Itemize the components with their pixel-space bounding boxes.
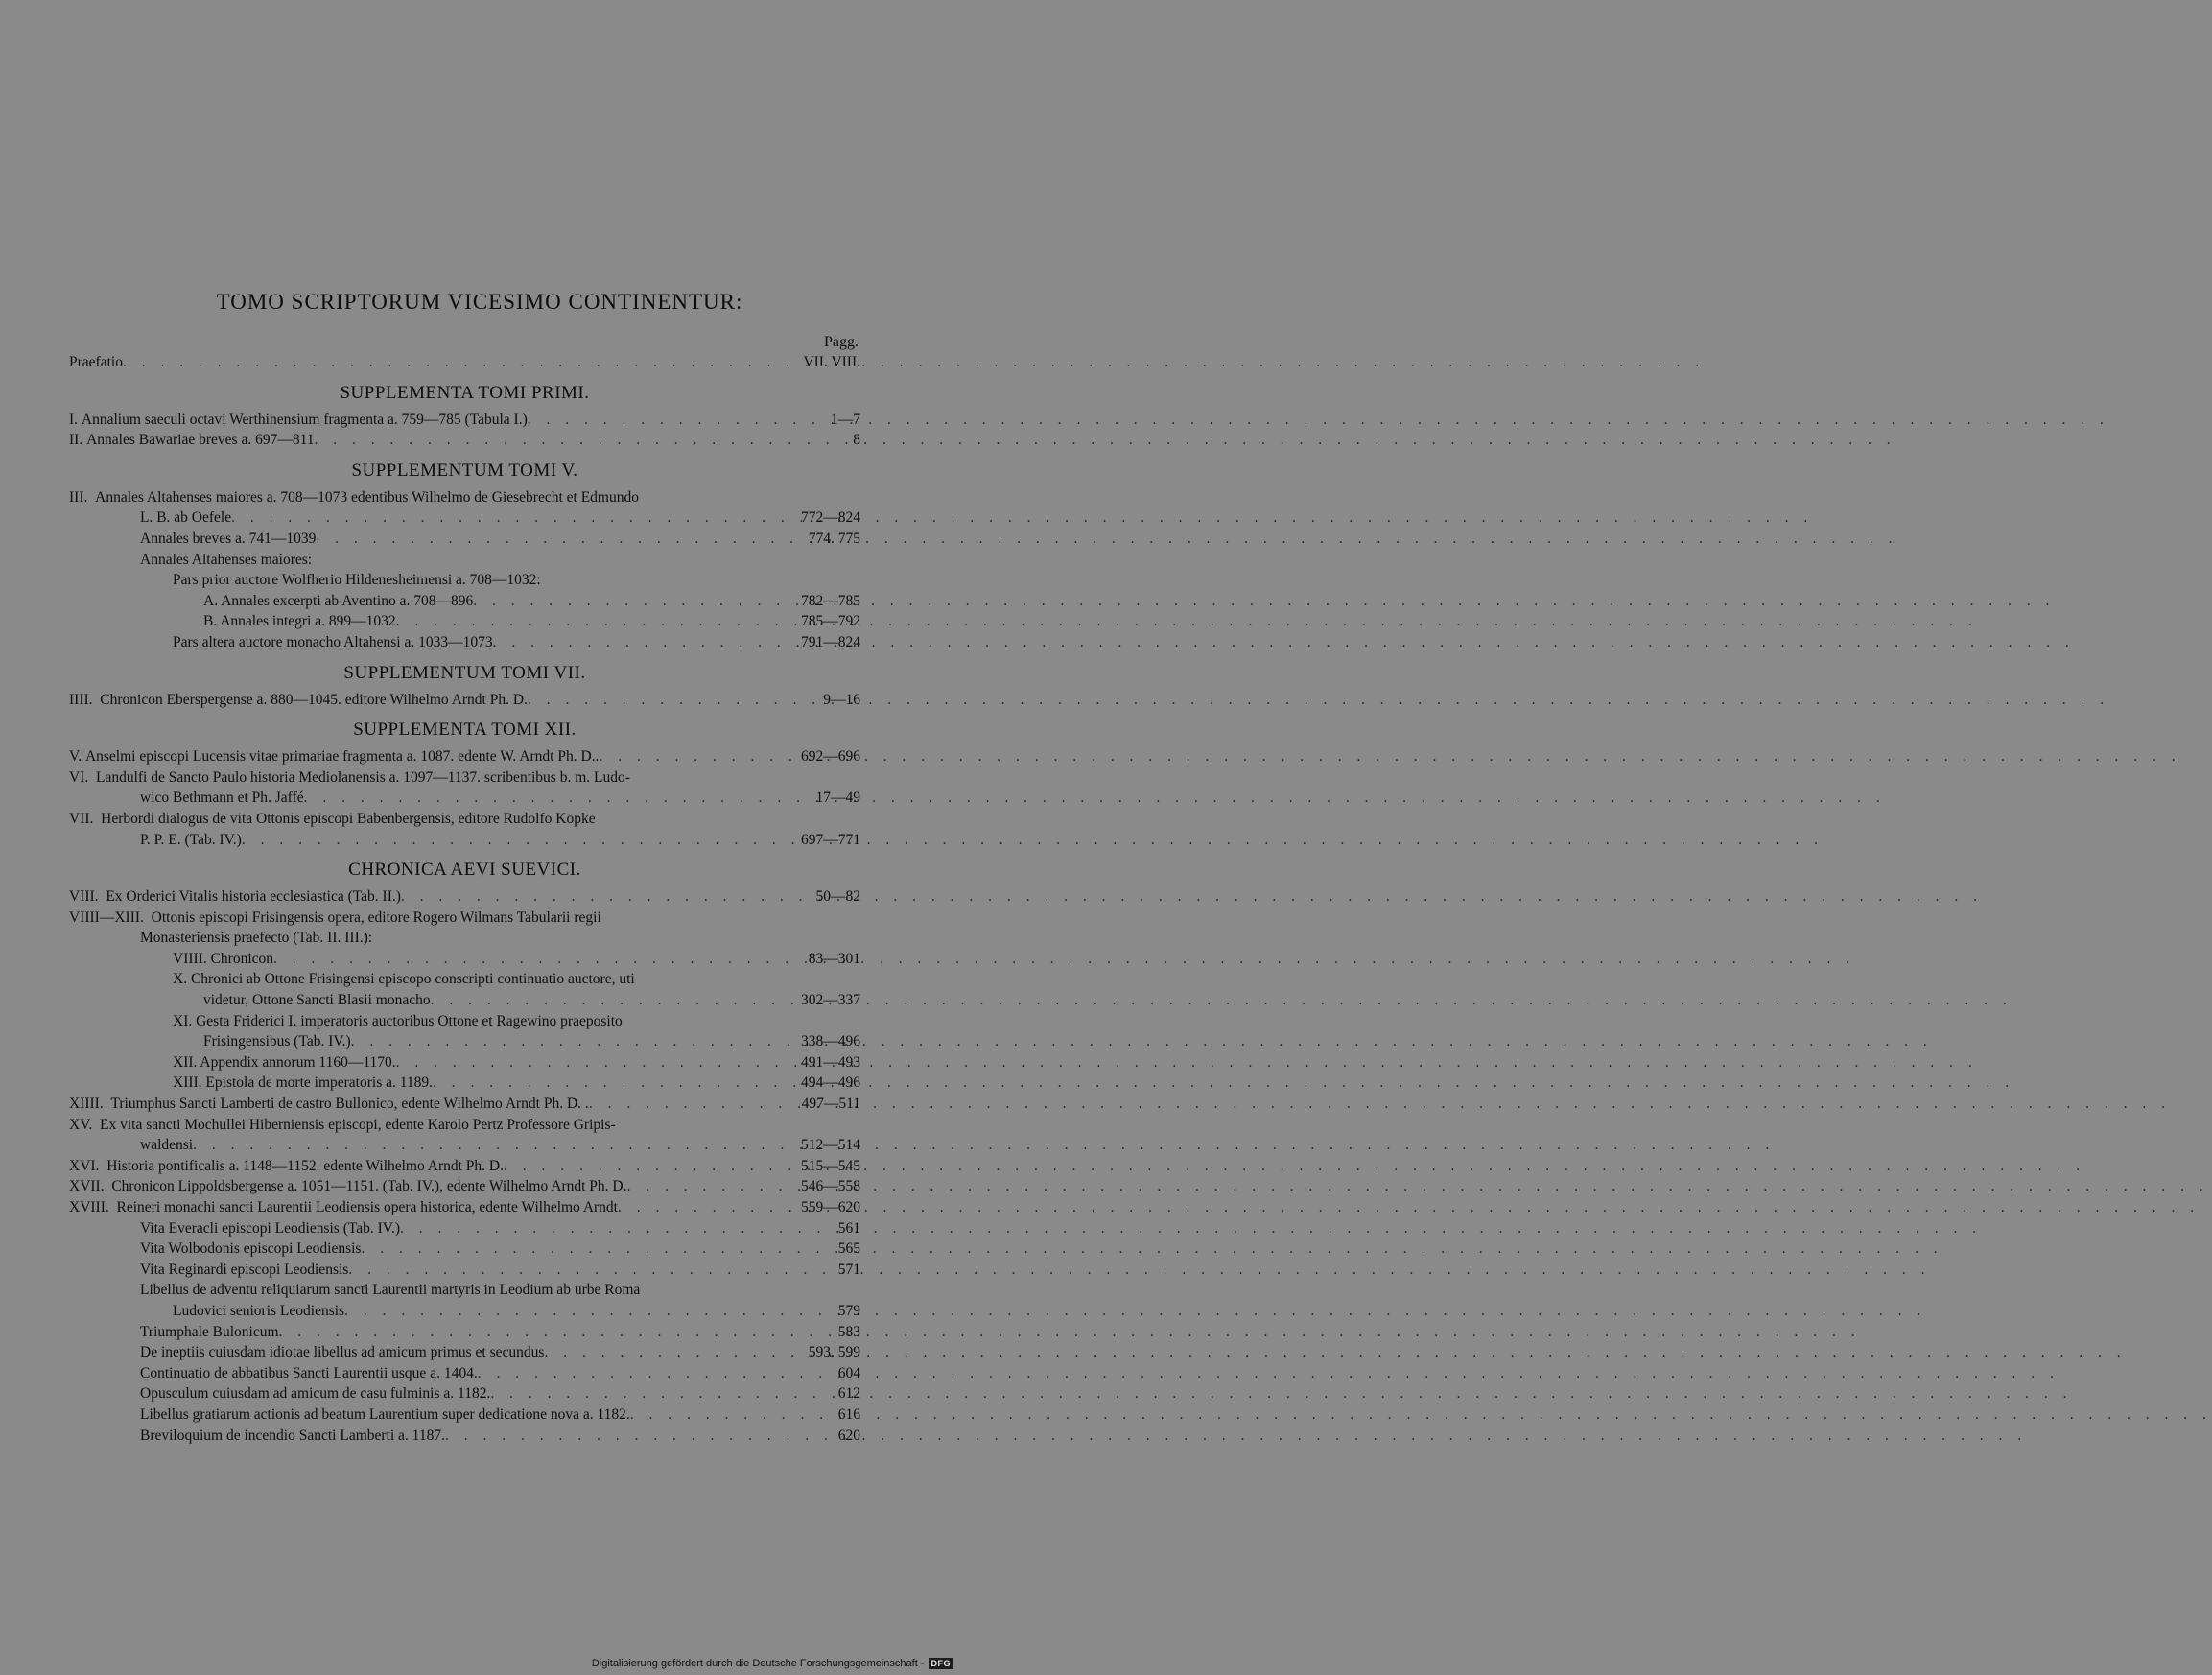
entry-text: Vita Wolbodonis episcopi Leodiensis (140, 1240, 362, 1258)
dot-leader (630, 1404, 778, 1426)
toc-subentry (69, 949, 860, 970)
dot-leader (490, 1383, 778, 1404)
entry-text: Ludovici senioris Leodiensis (173, 1302, 345, 1319)
scanned-page (0, 0, 959, 1675)
dot-leader (273, 949, 778, 970)
toc-entry (69, 487, 860, 508)
toc-subentry (69, 1052, 860, 1073)
entry-pages: 491—493 (801, 1053, 860, 1071)
toc-subentry (69, 1011, 860, 1032)
toc-subentry (69, 570, 860, 591)
entry-number: V. (69, 748, 82, 766)
toc-entry (69, 1176, 860, 1197)
dot-leader (528, 410, 778, 431)
dot-leader (348, 1260, 778, 1281)
entry-pages: 302—337 (801, 992, 860, 1009)
dot-leader (231, 507, 778, 529)
section-heading: SUPPLEMENTA TOMI PRIMI. (340, 382, 590, 403)
toc-subentry (69, 529, 860, 550)
dot-leader (626, 1176, 778, 1197)
toc-entry (69, 1115, 860, 1136)
toc-entry (69, 1094, 860, 1115)
entry-number: VII. (69, 810, 94, 827)
entry-text: Pars prior auctore Wolfherio Hildenesheimensi a. 708—1032: (173, 572, 541, 589)
entry-text: Historia pontificalis a. 1148—1152. edente Wilhelmo Arndt Ph. D. (106, 1157, 504, 1174)
dot-leader (618, 1197, 778, 1218)
entry-text: Anselmi episcopi Lucensis vitae primariae fragmenta a. 1087. edente W. Arndt Ph. D.. (84, 748, 600, 766)
credit-text: Digitalisierung gefördert durch die Deutsche Forschungsgemeinschaft - (591, 1658, 925, 1669)
toc-entry (69, 410, 860, 431)
entry-text: Reineri monachi sancti Laurentii Leodiensis opera historica, edente Wilhelmo Arndt (116, 1199, 618, 1215)
toc-subentry (69, 591, 860, 612)
entry-pages: 8 (853, 432, 860, 449)
dot-leader (431, 990, 778, 1011)
dot-leader (396, 611, 778, 632)
entry-number: II. (69, 432, 83, 449)
entry-text: Annales Altahenses maiores a. 708—1073 edentibus Wilhelmo de Giesebrecht et Edmundo (95, 488, 639, 506)
entry-pages: VII. VIII. (803, 354, 860, 370)
entry-pages: 559—620 (801, 1199, 860, 1215)
entry-pages: 791—824 (801, 633, 860, 650)
entry-text: Ex Orderici Vitalis historia ecclesiastica (Tab. II.) (106, 888, 401, 906)
entry-text: Herbordi dialogus de vita Ottonis episcopi Babenbergensis, editore Rudolfo Köpke (101, 810, 596, 827)
entry-number: VIII. (69, 888, 99, 906)
entry-text: P. P. E. (Tab. IV.) (140, 831, 242, 848)
toc-entry (69, 908, 860, 929)
entry-number: XV. (69, 1116, 93, 1133)
toc-subentry (69, 1260, 860, 1281)
entry-number: XVI. (69, 1157, 100, 1174)
entry-pages: 772—824 (801, 509, 860, 527)
section-heading: CHRONICA AEVI SUEVICI. (348, 860, 581, 881)
toc-subentry (69, 1218, 860, 1239)
entry-pages: 497—511 (801, 1096, 860, 1113)
entry-text: Annales breves a. 741—1039 (140, 530, 317, 547)
entry-text: Ottonis episcopi Frisingensis opera, editore Rogero Wilmans Tabularii regii (151, 908, 601, 926)
entry-text: Triumphale Bulonicum (140, 1323, 279, 1340)
entry-text: VIIII. Chronicon (173, 950, 274, 967)
entry-text: Ex vita sancti Mochullei Hiberniensis episcopi, edente Karolo Pertz Professore Gripis- (100, 1116, 616, 1133)
entry-text: waldensi (140, 1137, 194, 1154)
entry-text: Pars altera auctore monacho Altahensi a. 1033—1073 (173, 633, 493, 650)
dot-leader (396, 1052, 778, 1073)
toc-entry (69, 767, 860, 789)
entry-text: videtur, Ottone Sancti Blasii monacho (203, 992, 431, 1009)
dot-leader (123, 352, 778, 373)
toc-entry-preface (69, 352, 860, 373)
entry-pages: 1—7 (831, 411, 860, 428)
toc-subentry (69, 1404, 860, 1426)
toc-subentry (69, 969, 860, 990)
toc-subentry (69, 1342, 860, 1363)
dot-leader (493, 632, 778, 653)
entry-text: Breviloquium de incendio Sancti Lamberti a. 1187. (140, 1427, 445, 1444)
dot-leader (193, 1135, 778, 1156)
entry-pages: 785—792 (801, 613, 860, 630)
dot-leader (473, 591, 778, 612)
toc-subentry (69, 1239, 860, 1260)
toc-subentry (69, 1426, 860, 1447)
toc-entry (69, 746, 860, 767)
entry-number: IIII. (69, 691, 93, 708)
entry-text: Chronicon Lippoldsbergense a. 1051—1151. (Tab. IV.), edente Wilhelmo Arndt Ph. D. (111, 1178, 627, 1195)
entry-pages: 17—49 (815, 790, 860, 807)
dot-leader (433, 1073, 778, 1094)
entry-pages: 515—545 (801, 1157, 860, 1174)
dot-leader (316, 529, 778, 550)
toc-subentry-continuation (69, 1301, 860, 1322)
entry-pages: 782—785 (801, 592, 860, 609)
section-heading: SUPPLEMENTUM TOMI VII. (343, 662, 586, 683)
dot-leader (351, 1031, 778, 1052)
toc-entry (69, 1197, 860, 1218)
entry-pages: 9—16 (823, 691, 860, 708)
entry-number: XVII. (69, 1178, 105, 1195)
entry-text: wico Bethmann et Ph. Jaffé (140, 790, 304, 807)
entry-pages: 579 (837, 1302, 860, 1319)
entry-text: Annalium saeculi octavi Werthinensium fragmenta a. 759—785 (Tabula I.) (81, 411, 528, 428)
entry-pages: 565 (837, 1240, 860, 1258)
entry-text: Vita Reginardi episcopi Leodiensis (140, 1261, 349, 1278)
entry-text: Annales Altahenses maiores: (140, 551, 313, 568)
dot-leader (361, 1239, 778, 1260)
dot-leader (478, 1363, 778, 1384)
entry-pages: 571 (837, 1261, 860, 1278)
entry-text: Libellus de adventu reliquiarum sancti Laurentii martyris in Leodium ab urbe Roma (140, 1282, 641, 1299)
toc-entry-continuation (69, 1135, 860, 1156)
dot-leader (344, 1301, 778, 1322)
entry-pages: 593. 599 (808, 1344, 860, 1361)
entry-number: VI. (69, 768, 89, 786)
entry-text: A. Annales excerpti ab Aventino a. 708—896 (203, 592, 474, 609)
entry-text: X. Chronici ab Ottone Frisingensi episcopo conscripti continuatio auctore, uti (173, 971, 635, 988)
page-title: TOMO SCRIPTORUM VICESIMO CONTINENTUR: (216, 290, 743, 314)
toc-subentry-continuation (69, 1031, 860, 1052)
toc-entry (69, 809, 860, 830)
dot-leader (401, 886, 778, 908)
entry-text: XIII. Epistola de morte imperatoris a. 1189. (173, 1074, 434, 1092)
toc-entry-continuation (69, 928, 860, 949)
entry-pages: 50—82 (815, 888, 860, 906)
entry-number: XVIII. (69, 1199, 109, 1215)
toc-subentry (69, 1322, 860, 1343)
toc-subentry (69, 1280, 860, 1301)
entry-pages: 612 (837, 1385, 860, 1403)
toc-entry (69, 690, 860, 711)
entry-text: Libellus gratiarum actionis ad beatum Laurentium super dedicatione nova a. 1182. (140, 1405, 630, 1423)
entry-pages: 546—558 (801, 1178, 860, 1195)
entry-text: Landulfi de Sancto Paulo historia Mediolanensis a. 1097—1137. scribentibus b. m. Ludo- (95, 768, 630, 786)
dot-leader (242, 830, 778, 851)
dot-leader (589, 1094, 778, 1115)
dot-leader (504, 1156, 778, 1177)
entry-text: Vita Everacli episcopi Leodiensis (Tab. IV.) (140, 1219, 401, 1237)
entry-pages: 692—696 (801, 748, 860, 766)
entry-pages: 620 (837, 1427, 860, 1444)
dfg-logo-icon: DFG (929, 1658, 954, 1669)
section-heading: SUPPLEMENTUM TOMI V. (351, 460, 578, 481)
entry-pages: 561 (837, 1219, 860, 1237)
dot-leader (315, 430, 778, 451)
toc-subentry (69, 632, 860, 653)
entry-text: XI. Gesta Friderici I. imperatoris auctoribus Ottone et Ragewino praeposito (173, 1012, 623, 1029)
entry-text: Chronicon Eberspergense a. 880—1045. editore Wilhelmo Arndt Ph. D. (100, 691, 528, 708)
toc-subentry-continuation (69, 990, 860, 1011)
entry-text: Praefatio (69, 354, 123, 370)
entry-number: XIIII. (69, 1096, 104, 1113)
entry-pages: 83—301 (808, 950, 860, 967)
entry-pages: 616 (837, 1405, 860, 1423)
toc-entry-continuation (69, 788, 860, 809)
entry-text: De ineptiis cuiusdam idiotae libellus ad amicum primus et secundus (140, 1344, 545, 1361)
entry-text: Triumphus Sancti Lamberti de castro Bullonico, edente Wilhelmo Arndt Ph. D. . (110, 1096, 589, 1113)
toc-entry (69, 1156, 860, 1177)
entry-text: XII. Appendix annorum 1160—1170. (173, 1053, 396, 1071)
pages-column-header: Pagg. (824, 334, 859, 350)
dot-leader (400, 1218, 778, 1239)
dot-leader (528, 690, 778, 711)
entry-text: Monasteriensis praefecto (Tab. II. III.): (140, 930, 373, 947)
entry-pages: 494—496 (801, 1074, 860, 1092)
toc-subentry (69, 1363, 860, 1384)
entry-number: VIIII—XIII. (69, 908, 144, 926)
toc-subentry (69, 550, 860, 571)
toc-entry (69, 430, 860, 451)
entry-number: III. (69, 488, 88, 506)
entry-pages: 604 (837, 1364, 860, 1381)
toc-subentry (69, 1383, 860, 1404)
toc-entry-continuation (69, 830, 860, 851)
entry-text: Annales Bawariae breves a. 697—811 (86, 432, 315, 449)
entry-text: Opusculum cuiusdam ad amicum de casu fulminis a. 1182. (140, 1385, 491, 1403)
entry-text: Frisingensibus (Tab. IV.) (203, 1033, 351, 1050)
entry-text: Continuatio de abbatibus Sancti Laurentii usque a. 1404. (140, 1364, 478, 1381)
entry-number: I. (69, 411, 79, 428)
table-of-contents (69, 352, 860, 1446)
entry-pages: 583 (837, 1323, 860, 1340)
toc-entry-continuation (69, 507, 860, 529)
entry-text: B. Annales integri a. 899—1032 (203, 613, 396, 630)
dot-leader (544, 1342, 778, 1363)
digitization-credit (592, 1658, 953, 1669)
dot-leader (599, 746, 778, 767)
toc-subentry (69, 1073, 860, 1094)
entry-pages: 697—771 (801, 831, 860, 848)
entry-pages: 338—496 (801, 1033, 860, 1050)
dot-leader (279, 1322, 778, 1343)
entry-text: L. B. ab Oefele (140, 509, 232, 527)
entry-pages: 512—514 (801, 1137, 860, 1154)
dot-leader (445, 1426, 778, 1447)
toc-subentry (69, 611, 860, 632)
entry-pages: 774. 775 (808, 530, 860, 547)
dot-leader (304, 788, 778, 809)
toc-entry (69, 886, 860, 908)
section-heading: SUPPLEMENTA TOMI XII. (353, 720, 577, 741)
